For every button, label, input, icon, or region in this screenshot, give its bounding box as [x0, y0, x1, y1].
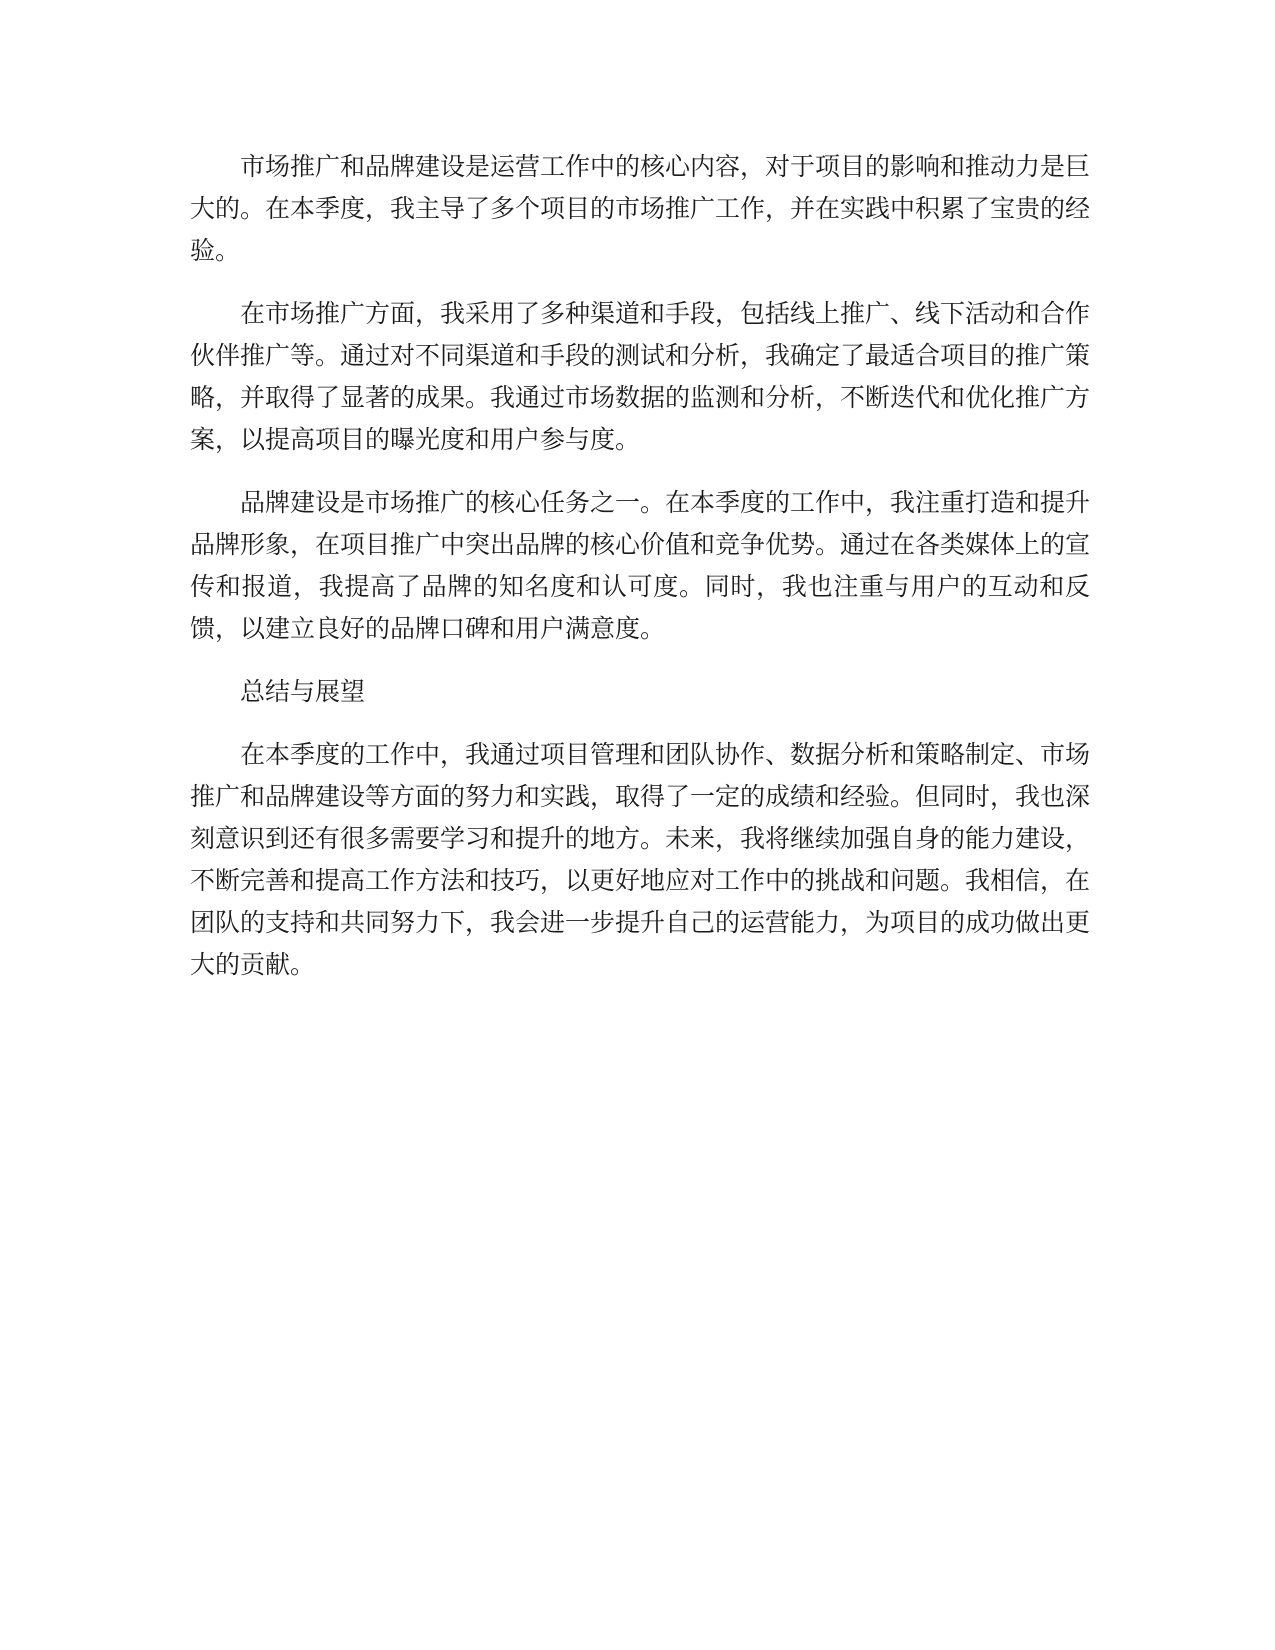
section-heading: 总结与展望 [240, 677, 366, 706]
document-body [190, 146, 1090, 1007]
paragraph-marketing-branding: 市场推广和品牌建设是运营工作中的核心内容，对于项目的影响和推动力是巨大的。在本季度，我主导了多个项目的市场推广工作，并在实践中积累了宝贵的经验。 [190, 152, 1091, 265]
paragraph-brand-building: 品牌建设是市场推广的核心任务之一。在本季度的工作中，我注重打造和提升品牌形象，在项目推广中突出品牌的核心价值和竞争优势。通过在各类媒体上的宣传和报道，我提高了品牌的知名度和认可度。同时，我也注重与用户的互动和反馈，以建立良好的品牌口碑和用户满意度。 [190, 488, 1091, 643]
paragraph-marketing-channels: 在市场推广方面，我采用了多种渠道和手段，包括线上推广、线下活动和合作伙伴推广等。通过对不同渠道和手段的测试和分析，我确定了最适合项目的推广策略，并取得了显著的成果。我通过市场数据的监测和分析，不断迭代和优化推广方案，以提高项目的曝光度和用户参与度。 [190, 299, 1091, 454]
paragraph-summary-outlook: 在本季度的工作中，我通过项目管理和团队协作、数据分析和策略制定、市场推广和品牌建设等方面的努力和实践，取得了一定的成绩和经验。但同时，我也深刻意识到还有很多需要学习和提升的地方。未来，我将继续加强自身的能力建设，不断完善和提高工作方法和技巧，以更好地应对工作中的挑战和问题。我相信，在团队的支持和共同努力下，我会进一步提升自己的运营能力，为项目的成功做出更大的贡献。 [190, 740, 1091, 979]
